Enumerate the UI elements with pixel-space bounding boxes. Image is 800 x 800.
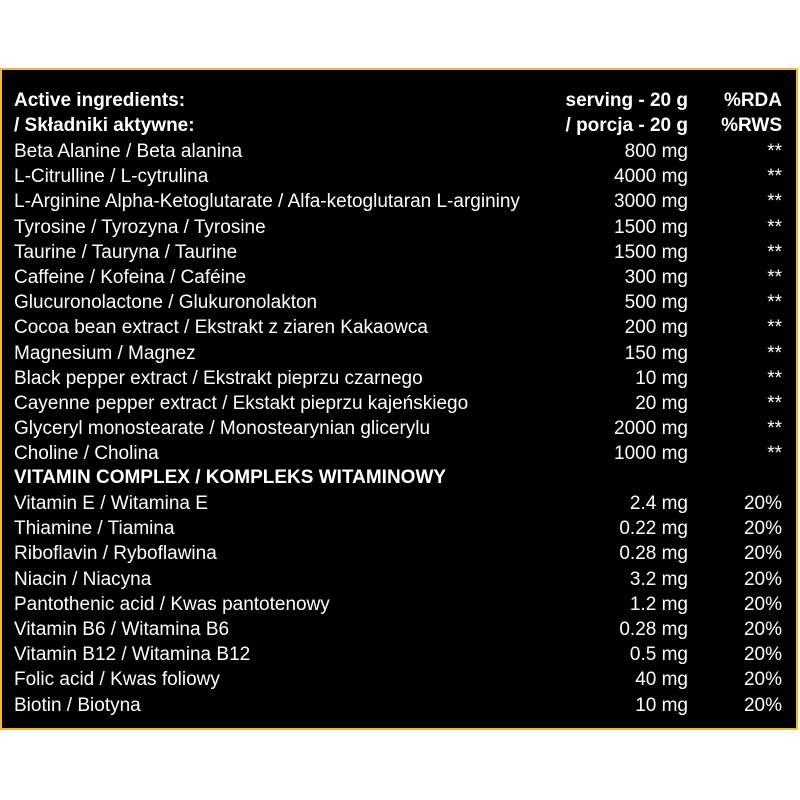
table-row xyxy=(2,215,800,240)
ingredient-amount: 0.28 mg xyxy=(619,619,688,640)
ingredient-name: Glyceryl monostearate / Monostearynian glicerylu xyxy=(14,418,431,440)
ingredient-name: Pantothenic acid / Kwas pantotenowy xyxy=(14,593,330,615)
ingredient-pct: 20% xyxy=(743,593,782,615)
ingredient-name: Beta Alanine / Beta alanina xyxy=(14,141,243,162)
ingredient-name: Black pepper extract / Ekstrakt pieprzu czarnego xyxy=(14,367,423,389)
ingredient-name: Thiamine / Tiamina xyxy=(14,518,175,540)
ingredient-pct: 20% xyxy=(743,543,782,565)
ingredient-name: Tyrosine / Tyrozyna / Tyrosine xyxy=(14,216,266,238)
ingredient-pct: ** xyxy=(767,292,782,314)
table-row xyxy=(2,567,800,592)
table-row xyxy=(2,290,800,315)
table-row xyxy=(2,667,800,692)
ingredient-amount: 200 mg xyxy=(624,317,688,339)
ingredient-amount: 2.4 mg xyxy=(629,493,688,514)
table-row xyxy=(2,617,800,642)
ingredient-pct: ** xyxy=(767,191,782,213)
table-row xyxy=(2,189,800,214)
ingredient-amount: 1000 mg xyxy=(614,443,688,465)
ingredient-pct: 20% xyxy=(743,518,782,540)
header-row-2 xyxy=(2,113,800,138)
ingredient-pct: ** xyxy=(767,393,782,414)
ingredient-pct: ** xyxy=(767,267,782,288)
table-row xyxy=(2,642,800,667)
table-row xyxy=(2,592,800,617)
ingredient-amount: 0.28 mg xyxy=(619,543,688,565)
header-row-1 xyxy=(2,88,800,113)
section-title: VITAMIN COMPLEX / KOMPLEKS WITAMINOWY xyxy=(14,467,447,488)
ingredient-pct: 20% xyxy=(743,619,782,640)
ingredient-name: Magnesium / Magnez xyxy=(14,342,196,364)
ingredient-amount: 40 mg xyxy=(635,669,688,691)
ingredient-name: Glucuronolactone / Glukuronolakton xyxy=(14,292,318,314)
ingredient-name: Niacin / Niacyna xyxy=(14,568,152,590)
ingredient-pct: 20% xyxy=(743,694,782,716)
ingredient-name: L-Arginine Alpha-Ketoglutarate / Alfa-ketoglutaran L-argininy xyxy=(14,191,520,213)
ingredient-pct: 20% xyxy=(743,644,782,666)
ingredient-amount: 150 mg xyxy=(624,342,688,364)
ingredient-pct: ** xyxy=(767,166,782,188)
ingredient-pct: ** xyxy=(767,342,782,364)
ingredient-amount: 0.5 mg xyxy=(629,644,688,666)
table-row xyxy=(2,491,800,516)
ingredient-pct: 20% xyxy=(743,568,782,590)
ingredient-amount: 2000 mg xyxy=(614,418,688,440)
table-row xyxy=(2,391,800,416)
ingredient-pct: ** xyxy=(767,443,782,465)
ingredient-pct: ** xyxy=(767,216,782,238)
header-pct: %RWS xyxy=(721,115,782,136)
table-row xyxy=(2,139,800,164)
ingredient-name: Cayenne pepper extract / Ekstakt pieprzu kajeńskiego xyxy=(14,393,469,414)
ingredient-name: Vitamin B6 / Witamina B6 xyxy=(14,619,230,640)
header-pct: %RDA xyxy=(723,90,782,111)
ingredient-name: L-Citrulline / L-cytrulina xyxy=(14,166,209,188)
ingredient-amount: 0.22 mg xyxy=(619,518,688,540)
table-row xyxy=(2,366,800,391)
ingredient-name: Riboflavin / Ryboflawina xyxy=(14,543,217,565)
table-row xyxy=(2,164,800,189)
ingredient-name: Taurine / Tauryna / Taurine xyxy=(14,241,238,263)
ingredient-amount: 1500 mg xyxy=(614,216,688,238)
table-row xyxy=(2,441,800,466)
ingredient-amount: 10 mg xyxy=(635,694,688,716)
ingredient-name: Biotin / Biotyna xyxy=(14,694,141,716)
ingredient-pct: ** xyxy=(767,418,782,440)
ingredient-amount: 1.2 mg xyxy=(629,593,688,615)
header-name: Active ingredients: xyxy=(14,90,186,111)
ingredient-amount: 1500 mg xyxy=(614,241,688,263)
ingredient-pct: ** xyxy=(767,367,782,389)
table-row xyxy=(2,541,800,566)
ingredient-amount: 500 mg xyxy=(624,292,688,314)
table-row xyxy=(2,265,800,290)
header-amount: serving - 20 g xyxy=(565,90,688,111)
table-row xyxy=(2,416,800,441)
ingredient-amount: 10 mg xyxy=(635,367,688,389)
ingredient-amount: 3000 mg xyxy=(614,191,688,213)
ingredient-pct: ** xyxy=(767,141,782,162)
ingredient-amount: 20 mg xyxy=(635,393,688,414)
ingredient-name: Choline / Cholina xyxy=(14,443,159,465)
table-row xyxy=(2,240,800,265)
ingredient-name: Caffeine / Kofeina / Caféine xyxy=(14,267,247,288)
ingredient-amount: 3.2 mg xyxy=(629,568,688,590)
table-row xyxy=(2,315,800,340)
ingredient-pct: 20% xyxy=(743,493,782,514)
ingredient-pct: ** xyxy=(767,317,782,339)
ingredient-name: Cocoa bean extract / Ekstrakt z ziaren Kakaowca xyxy=(14,317,428,339)
ingredient-name: Vitamin B12 / Witamina B12 xyxy=(14,644,251,666)
ingredient-amount: 4000 mg xyxy=(614,166,688,188)
ingredient-name: Vitamin E / Witamina E xyxy=(14,493,208,514)
ingredient-name: Folic acid / Kwas foliowy xyxy=(14,669,220,691)
nutrition-table xyxy=(0,68,798,730)
table-row xyxy=(2,516,800,541)
table-row xyxy=(2,341,800,366)
ingredient-amount: 300 mg xyxy=(624,267,688,288)
ingredient-amount: 800 mg xyxy=(624,141,688,162)
table-row xyxy=(2,693,800,718)
vitamin-section-title xyxy=(2,465,800,490)
header-name: / Składniki aktywne: xyxy=(14,115,195,136)
ingredient-pct: 20% xyxy=(743,669,782,691)
header-amount: / porcja - 20 g xyxy=(565,115,688,136)
ingredient-pct: ** xyxy=(767,241,782,263)
